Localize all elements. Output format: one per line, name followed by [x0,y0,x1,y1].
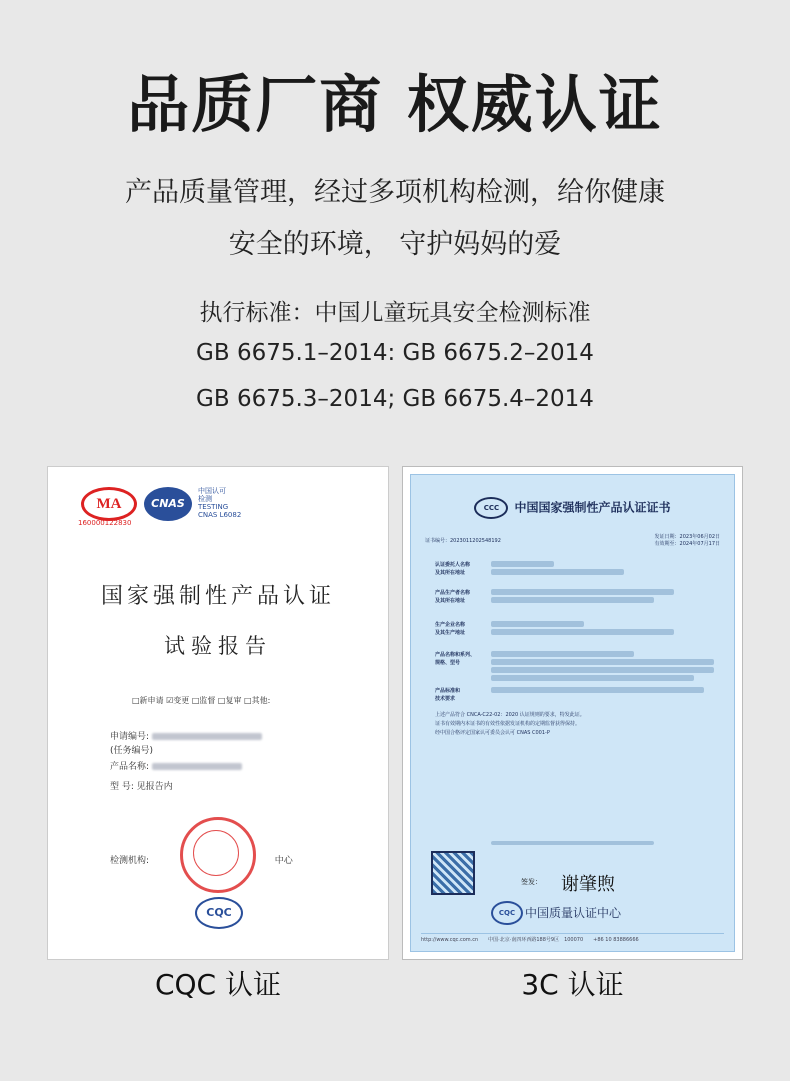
field-model: 型 号: 见报告内 [110,782,173,792]
field-apply-no: 申请编号: [110,729,262,742]
cqc-certificate-image [47,466,389,960]
red-seal [180,817,256,893]
certificate-footer: http://www.cqc.com.cn 中国·北京·南四环西路188号9区 100070 +86 10 83886666 [421,933,724,943]
report-type-checkboxes: □新申请 ☑变更 □监督 □复审 □其他: [132,696,271,705]
cert-number: 证书编号：2023011202548192 [425,538,501,544]
report-subtitle: 试验报告 [164,634,272,658]
ma-number: 160000122830 [78,519,132,527]
ccc-certificate-image [402,466,743,960]
certificate-statement: 上述产品符合 CNCA-C22-02：2020 认证规则的要求，特发此证。 证书有效期内本证书的有效性依据发证机构的定期监督获得保持。 经中国合格评定国家认可委员会认可 CNAS C001-P [435,712,585,736]
standard-line-2: GB 6675.1–2014: GB 6675.2–2014 [196,340,594,366]
certificate-heading: CCC 中国国家强制性产品认证证书 [411,497,734,519]
subtitle-line-2: 安全的环境， 守护妈妈的爱 [228,229,562,260]
report-title: 国家强制性产品认证 [100,584,335,609]
qr-code [431,851,475,895]
label-factory: 生产企业名称 [435,622,466,628]
cqc-logo: CQC [195,897,243,929]
signature: 谢肇煦 [561,874,615,895]
subtitle-line-1: 产品质量管理，经过多项机构检测，给你健康 [125,177,665,208]
page-title: 品质厂商 权威认证 [127,68,663,141]
field-task-no: (任务编号) [110,746,154,756]
standard-line-3: GB 6675.3–2014; GB 6675.4–2014 [196,386,594,412]
label-std: 产品标准和 [435,688,461,694]
ccc-mark-icon: CCC [474,497,508,519]
label-product: 产品名称和系列、 [435,652,476,658]
field-lab: 检测机构: 中心 [110,856,293,866]
label-maker: 产品生产者名称 [435,590,471,596]
label-tech: 技术要求 [435,696,456,702]
label-holder-addr: 及其所在地址 [435,570,466,576]
label-holder: 认证委托人名称 [435,562,471,568]
cnas-logo: CNAS [144,487,192,521]
field-product: 产品名称: [110,759,242,772]
cnas-text: 中国认可 检测 TESTING CNAS L6082 [198,487,242,519]
cqc-logo: CQC [491,901,523,925]
standard-line-1: 执行标准：中国儿童玩具安全检测标准 [199,300,591,326]
cert-dates: 发证日期：2023年06月02日 有效期至：2024年07月17日 [654,534,720,547]
issuing-organization: 中国质量认证中心 [525,906,622,920]
label-spec: 规格、型号 [435,660,461,666]
label-factory-addr: 及其生产地址 [435,630,466,636]
caption-cqc: CQC 认证 [154,968,282,1001]
signature-label: 签发： [521,878,542,886]
ma-logo: MA [81,487,137,521]
label-maker-addr: 及其所在地址 [435,598,466,604]
caption-3c: 3C 认证 [521,968,624,1001]
